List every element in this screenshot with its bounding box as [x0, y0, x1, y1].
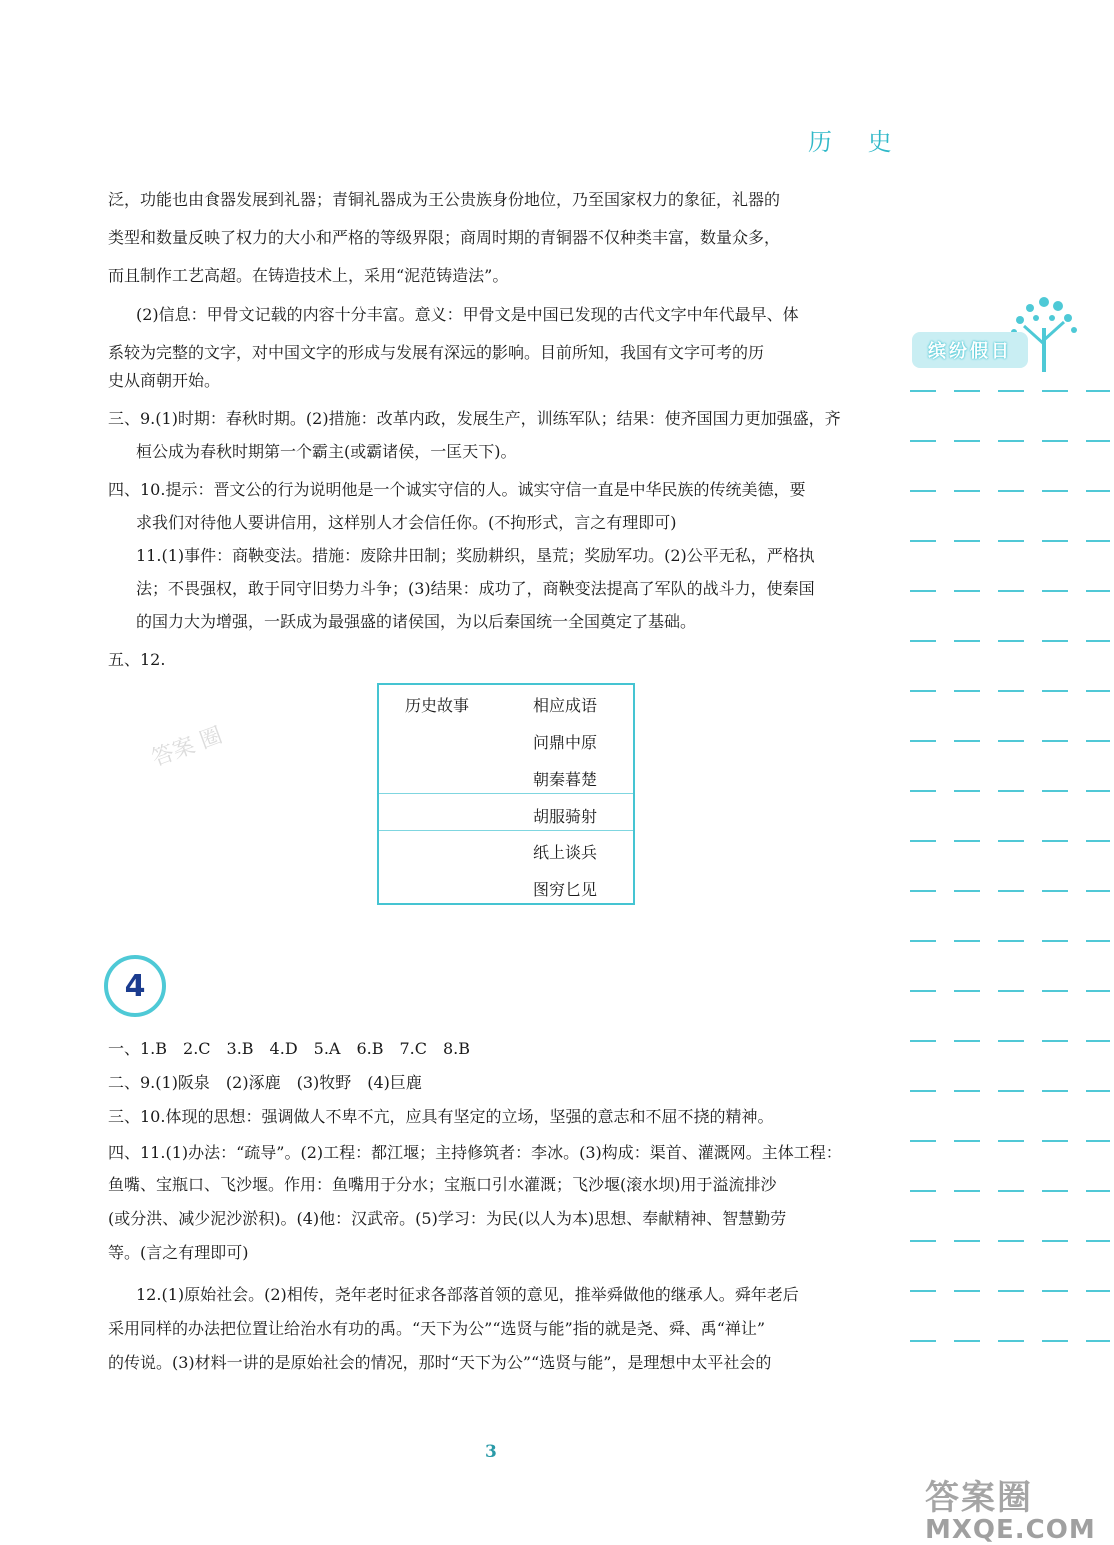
note-line [910, 540, 1110, 542]
note-line [910, 1090, 1110, 1092]
watermark-top: 答案圈 [925, 1478, 1033, 1518]
note-line [910, 390, 1110, 392]
text-line: 等。(言之有理即可) [108, 1243, 249, 1262]
text-line: 泛，功能也由食器发展到礼器；青铜礼器成为王公贵族身份地位，乃至国家权力的象征，礼器的 [108, 190, 781, 209]
text-line: 法；不畏强权，敢于同守旧势力斗争；(3)结果：成功了，商鞅变法提高了军队的战斗力，使秦国 [136, 579, 815, 598]
page-number: 3 [485, 1442, 497, 1462]
note-line [910, 740, 1110, 742]
note-line [910, 840, 1110, 842]
note-line [910, 790, 1110, 792]
table-cell: 问鼎中原 [533, 733, 598, 752]
note-line [910, 1340, 1110, 1342]
note-line [910, 640, 1110, 642]
text-line: (或分洪、减少泥沙淤积)。(4)他：汉武帝。(5)学习：为民(以人为本)思想、奉献精神、智慧勤劳 [108, 1209, 787, 1228]
text-line: 12.(1)原始社会。(2)相传，尧年老时征求各部落首领的意见，推举舜做他的继承人。舜年老后 [136, 1285, 799, 1304]
note-line [910, 440, 1110, 442]
faint-stamp: 答案 圈 [148, 723, 226, 772]
text-line: 二、9.(1)阪泉 (2)涿鹿 (3)牧野 (4)巨鹿 [108, 1073, 422, 1092]
table-cell: 纸上谈兵 [533, 843, 598, 862]
text-line: 的国力大为增强，一跃成为最强盛的诸侯国，为以后秦国统一全国奠定了基础。 [136, 612, 697, 631]
note-line [910, 990, 1110, 992]
text-line: 系较为完整的文字，对中国文字的形成与发展有深远的影响。目前所知，我国有文字可考的历 [108, 343, 765, 362]
note-line [910, 590, 1110, 592]
text-line: 三、10.体现的思想：强调做人不卑不亢，应具有坚定的立场，坚强的意志和不屈不挠的精神。 [108, 1107, 774, 1126]
table-cell: 胡服骑射 [533, 807, 598, 826]
sidebar-tag: 缤纷假日 [912, 332, 1028, 368]
text-line: 而且制作工艺高超。在铸造技术上，采用“泥范铸造法”。 [108, 266, 509, 285]
section-number-badge: 4 [104, 955, 166, 1017]
text-line: 求我们对待他人要讲信用，这样别人才会信任你。(不拘形式，言之有理即可) [136, 513, 677, 532]
note-line [910, 490, 1110, 492]
note-line [910, 690, 1110, 692]
note-line [910, 1140, 1110, 1142]
note-line [910, 1240, 1110, 1242]
table-divider [379, 830, 633, 831]
text-line: 四、11.(1)办法：“疏导”。(2)工程：都江堰；主持修筑者：李冰。(3)构成：渠首、灌溉网。主体工程： [108, 1143, 842, 1162]
text-line: 五、12. [108, 650, 166, 669]
text-line: 四、10.提示：晋文公的行为说明他是一个诚实守信的人。诚实守信一直是中华民族的传统美德，要 [108, 480, 806, 499]
text-line: 的传说。(3)材料一讲的是原始社会的情况，那时“天下为公”“选贤与能”，是理想中太平社会的 [108, 1353, 772, 1372]
table-header-idiom: 相应成语 [533, 696, 598, 715]
note-line [910, 890, 1110, 892]
text-line: 三、9.(1)时期：春秋时期。(2)措施：改革内政，发展生产，训练军队；结果：使齐国国力更加强盛，齐 [108, 409, 841, 428]
table-cell: 朝秦暮楚 [533, 770, 598, 789]
text-line: 桓公成为春秋时期第一个霸主(或霸诸侯，一匡天下)。 [136, 442, 517, 461]
note-line [910, 1190, 1110, 1192]
table-header-story: 历史故事 [405, 696, 470, 715]
watermark-bottom: MXQE.COM [925, 1515, 1096, 1545]
table-divider [379, 793, 633, 794]
idiom-table [377, 683, 635, 905]
text-line: 11.(1)事件：商鞅变法。措施：废除井田制；奖励耕织，垦荒；奖励军功。(2)公平无私，严格执 [136, 546, 815, 565]
text-line: (2)信息：甲骨文记载的内容十分丰富。意义：甲骨文是中国已发现的古代文字中年代最早、体 [136, 305, 799, 324]
note-line [910, 1040, 1110, 1042]
text-line: 鱼嘴、宝瓶口、飞沙堰。作用：鱼嘴用于分水；宝瓶口引水灌溉；飞沙堰(滚水坝)用于溢流排沙 [108, 1175, 777, 1194]
subject-title: 历 史 [808, 128, 906, 156]
text-line: 一、1.B 2.C 3.B 4.D 5.A 6.B 7.C 8.B [108, 1039, 471, 1058]
watermark [925, 1470, 1096, 1545]
text-line: 类型和数量反映了权力的大小和严格的等级界限；商周时期的青铜器不仅种类丰富，数量众多， [108, 228, 781, 247]
table-cell: 图穷匕见 [533, 880, 598, 899]
note-line [910, 940, 1110, 942]
note-line [910, 1290, 1110, 1292]
text-line: 史从商朝开始。 [108, 371, 221, 390]
text-line: 采用同样的办法把位置让给治水有功的禹。“天下为公”“选贤与能”指的就是尧、舜、禹“禅让” [108, 1319, 766, 1338]
